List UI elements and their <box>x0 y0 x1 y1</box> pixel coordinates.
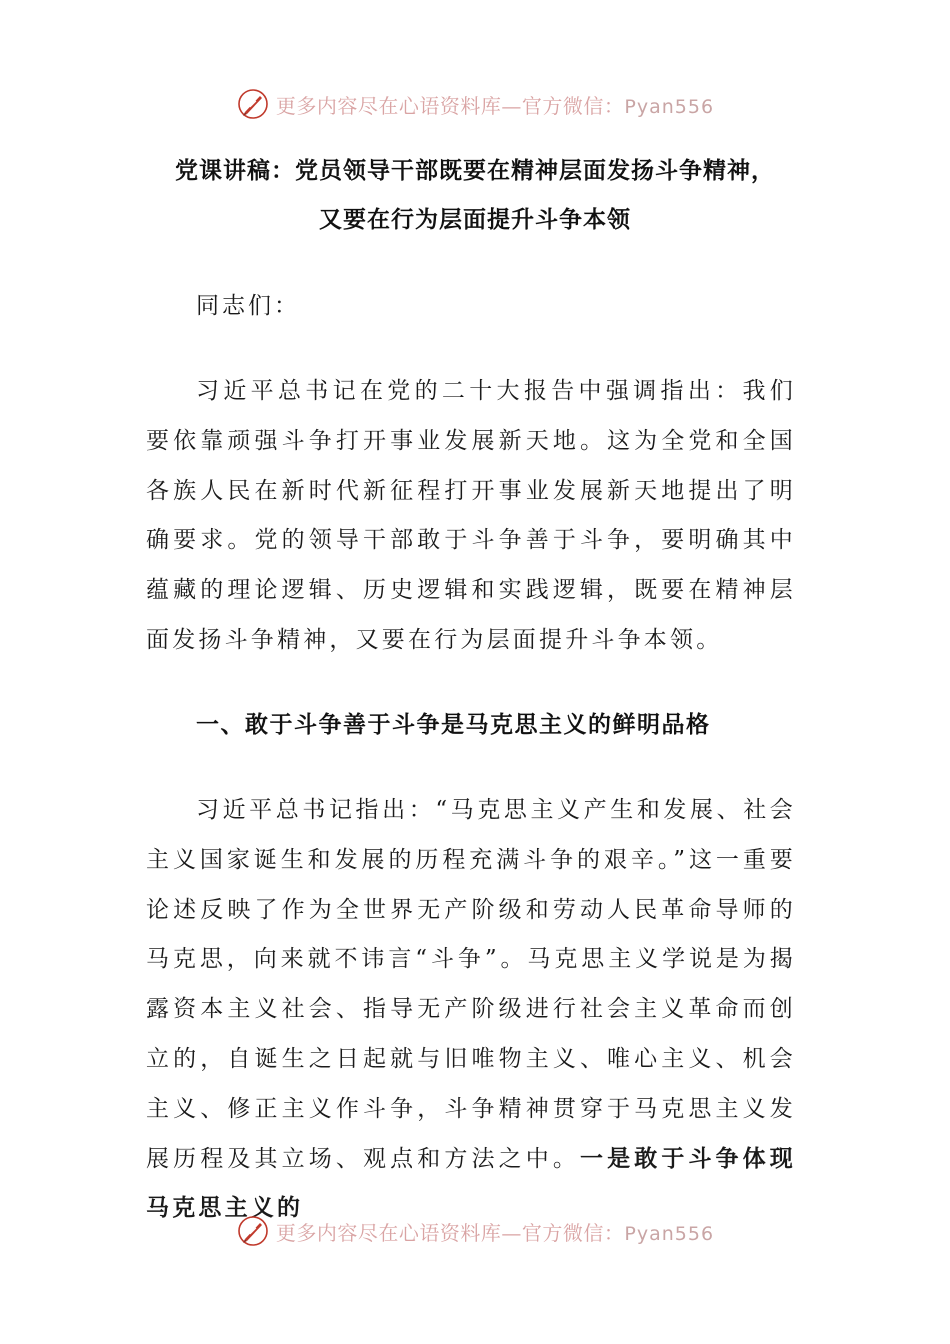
quill-pen-logo-icon <box>236 87 270 121</box>
paragraph-section1-text: 习近平总书记指出：“马克思主义产生和发展、社会主义国家诞生和发展的历程充满斗争的艰辛。”这一重要论述反映了作为全世界无产阶级和劳动人民革命导师的马克思，向来就不讳言“斗争”。马克思主义学说是为揭露资本主义社会、指导无产阶级进行社会主义革命而创立的，自诞生之日起就与旧唯物主义、唯心主义、机会主义、修正主义作斗争，斗争精神贯穿于马克思主义发展历程及其立场、观点和方法之中。 <box>146 797 796 1172</box>
section-heading-1: 一、敢于斗争善于斗争是马克思主义的鲜明品格 <box>196 712 711 738</box>
watermark-footer <box>0 1211 950 1251</box>
watermark-text: 更多内容尽在心语资料库—官方微信：Pyan556 <box>275 93 715 118</box>
watermark-header <box>0 84 950 124</box>
greeting: 同志们： <box>196 293 300 319</box>
paragraph-section1-bold: 一是敢于斗争体现马克思主义的 <box>146 1145 797 1222</box>
document-title-line2: 又要在行为层面提升斗争本领 <box>319 207 631 233</box>
paragraph-section1 <box>146 786 796 1234</box>
quill-pen-logo-icon <box>236 1214 270 1248</box>
document-title-line1: 党课讲稿：党员领导干部既要在精神层面发扬斗争精神， <box>175 158 775 184</box>
watermark-text: 更多内容尽在心语资料库—官方微信：Pyan556 <box>275 1220 715 1245</box>
paragraph-intro: 习近平总书记在党的二十大报告中强调指出：我们要依靠顽强斗争打开事业发展新天地。这为全党和全国各族人民在新时代新征程打开事业发展新天地提出了明确要求。党的领导干部敢于斗争善于斗争，要明确其中蕴藏的理论逻辑、历史逻辑和实践逻辑，既要在精神层面发扬斗争精神，又要在行为层面提升斗争本领。 <box>146 378 796 653</box>
